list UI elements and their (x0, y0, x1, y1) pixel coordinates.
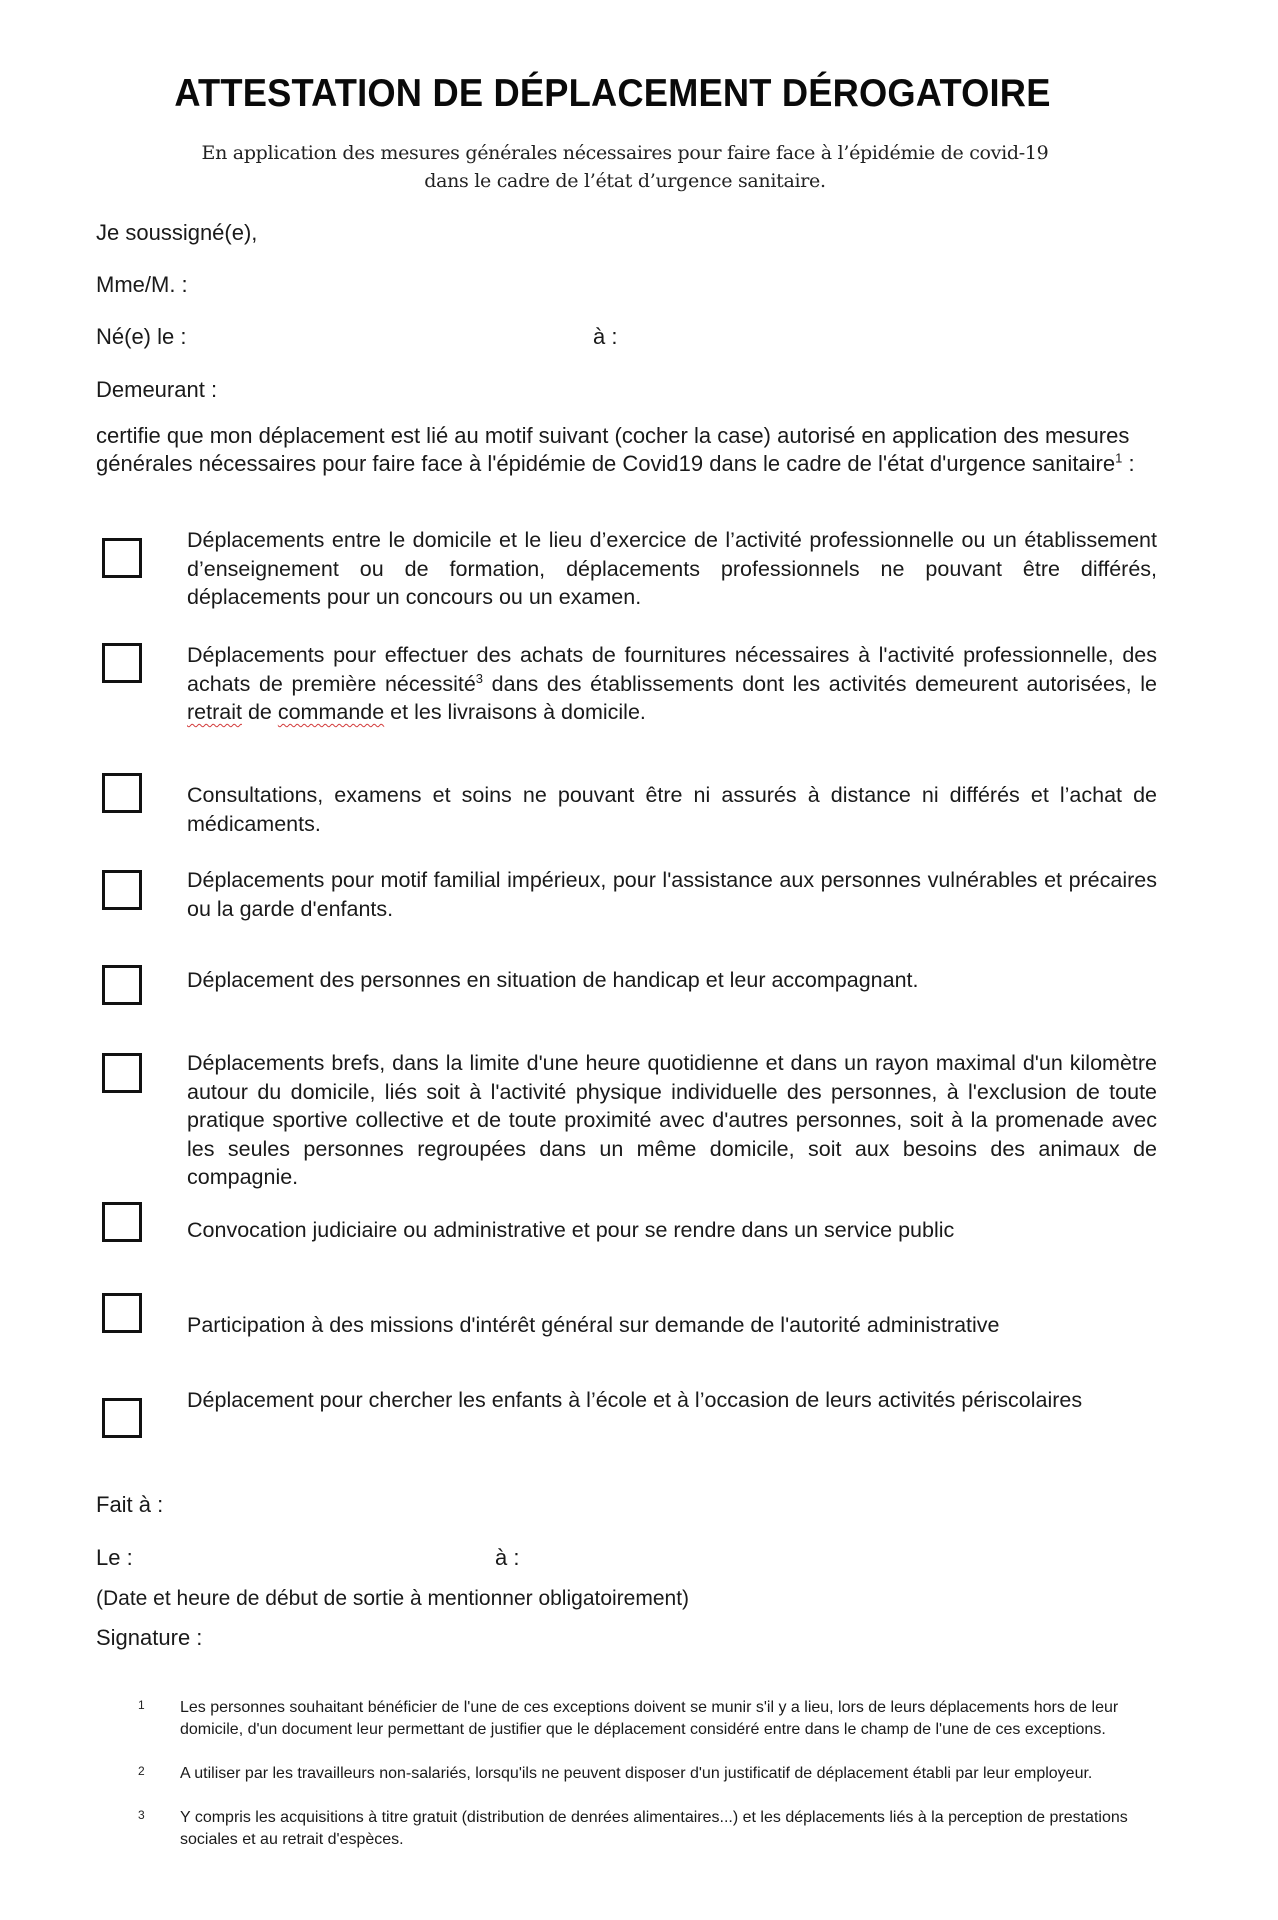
footnote-number-3: 3 (138, 1808, 145, 1822)
time-label: à : (495, 1545, 520, 1570)
footnote-number-2: 2 (138, 1764, 145, 1778)
name-label: Mme/M. : (96, 272, 188, 297)
reason-checkbox-school[interactable] (102, 1398, 142, 1438)
reason-text-work: Déplacements entre le domicile et le lieu d’exercice de l’activité professionnelle ou un établissement d’enseignement ou de formation, déplacements professionnels ne pouvant être différés, déplacements pour un concours ou un examen. (187, 528, 1157, 609)
subtitle-line-2: dans le cadre de l’état d’urgence sanitaire. (424, 170, 826, 192)
spellcheck-word: commande (277, 700, 385, 724)
reason-checkbox-work[interactable] (102, 538, 142, 578)
birthplace-field[interactable] (630, 324, 1150, 352)
footnote-ref-1: 1 (1115, 450, 1123, 466)
footnote-text-3: Y compris les acquisitions à titre gratuit (distribution de denrées alimentaires...) et les déplacements liés à la perception de prestations sociales et au retrait d'espèces. (180, 1809, 1128, 1848)
reason-text-purchases (187, 641, 1157, 727)
birthplace-label: à : (593, 324, 618, 349)
spellcheck-word: retrait (187, 700, 242, 724)
certify-paragraph (96, 422, 1156, 478)
reason-checkbox-health[interactable] (102, 773, 142, 813)
intro-text: Je soussigné(e), (96, 220, 258, 245)
reason-checkbox-exercise[interactable] (102, 1053, 142, 1093)
reason-checkbox-general-interest[interactable] (102, 1293, 142, 1333)
reason-checkbox-handicap[interactable] (102, 965, 142, 1005)
reason-text-family: Déplacements pour motif familial impérieux, pour l'assistance aux personnes vulnérables et précaires ou la garde d'enfants. (187, 868, 1157, 921)
birthdate-label: Né(e) le : (96, 324, 187, 349)
reason-text-part: dans des établissements dont les activités demeurent autorisées, le (483, 671, 1158, 696)
place-label: Fait à : (96, 1492, 164, 1517)
name-field[interactable] (200, 272, 1100, 300)
place-field[interactable] (180, 1492, 780, 1520)
reason-checkbox-purchases[interactable] (102, 643, 142, 683)
date-time-note: (Date et heure de début de sortie à mentionner obligatoirement) (96, 1587, 690, 1610)
footnote-text-1: Les personnes souhaitant bénéficier de l'une de ces exceptions doivent se munir s'il y a lieu, lors de leurs déplacements hors de leur domicile, d'un document leur permettant de justifier que le déplacement considéré entre dans le champ de l'une de ces exceptions. (180, 1699, 1119, 1738)
reason-checkbox-convocation[interactable] (102, 1202, 142, 1242)
reason-text-school: Déplacement pour chercher les enfants à l’école et à l’occasion de leurs activités périscolaires (187, 1388, 1083, 1412)
footnote-ref-3: 3 (475, 670, 484, 686)
reason-checkbox-family[interactable] (102, 870, 142, 910)
reason-text-exercise: Déplacements brefs, dans la limite d'une heure quotidienne et dans un rayon maximal d'un kilomètre autour du domicile, liés soit à l'activité physique individuelle des personnes, à l'exclusion de toute pratique sportive collective et de toute proximité avec d'autres personnes, soit à la promenade avec les seules personnes regroupées dans un même domicile, soit aux besoins des animaux de compagnie. (187, 1051, 1157, 1189)
reason-text-part: Déplacements pour effectuer des achats de fournitures nécessaires à l'activité professionnelle, des achats de première nécessité (187, 643, 1157, 696)
reason-text-convocation: Convocation judiciaire ou administrative et pour se rendre dans un service public (187, 1218, 955, 1242)
signature-label: Signature : (96, 1625, 203, 1650)
time-field[interactable] (535, 1545, 835, 1573)
certify-text: certifie que mon déplacement est lié au motif suivant (cocher la case) autorisé en application des mesures générales nécessaires pour faire face à l'épidémie de Covid19 dans le cadre de l'état d'urgence sanitaire (96, 423, 1130, 476)
document-title: ATTESTATION DE DÉPLACEMENT DÉROGATOIRE (174, 72, 1051, 115)
signature-area[interactable] (96, 1660, 596, 1700)
birthdate-field[interactable] (205, 324, 585, 352)
reason-text-health: Consultations, examens et soins ne pouvant être ni assurés à distance ni différés et l’achat de médicaments. (187, 783, 1157, 836)
footnote-text-2: A utiliser par les travailleurs non-salariés, lorsqu'ils ne peuvent disposer d'un justificatif de déplacement établi par leur employeur. (180, 1765, 1093, 1782)
reason-text-general-interest: Participation à des missions d'intérêt général sur demande de l'autorité administrative (187, 1313, 1000, 1337)
address-label: Demeurant : (96, 377, 218, 402)
date-label: Le : (96, 1545, 133, 1570)
reason-text-part: et les livraisons à domicile. (384, 700, 646, 724)
address-field[interactable] (240, 377, 1150, 405)
certify-suffix: : (1122, 451, 1135, 476)
reason-text-part: de (241, 700, 278, 724)
date-field[interactable] (145, 1545, 475, 1573)
reason-text-handicap: Déplacement des personnes en situation de handicap et leur accompagnant. (187, 968, 919, 992)
footnote-number-1: 1 (138, 1698, 145, 1712)
subtitle-line-1: En application des mesures générales nécessaires pour faire face à l’épidémie de covid-19 (201, 142, 1049, 164)
